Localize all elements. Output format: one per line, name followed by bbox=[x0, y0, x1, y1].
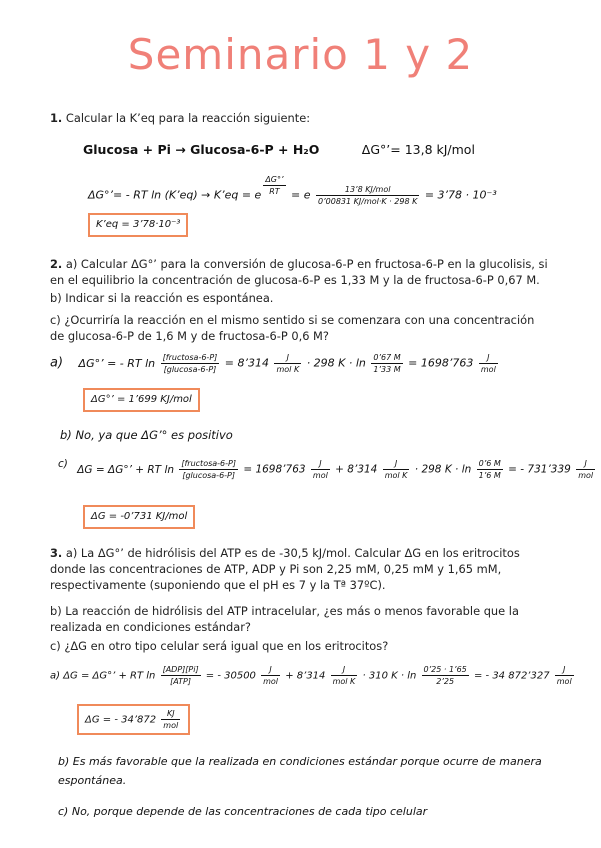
q2-a-label: a) bbox=[50, 355, 64, 371]
q2-c-u1-num: J bbox=[311, 458, 330, 470]
q2-c-answer-box: ΔG = -0’731 KJ/mol bbox=[83, 505, 195, 529]
q1-exp-den: RT bbox=[269, 187, 280, 196]
q1-work-mid: = e bbox=[291, 188, 311, 202]
q1-frac-den: 0’00831 KJ/mol·K · 298 K bbox=[318, 197, 418, 207]
q2-b-answer: b) No, ya que ΔG’° es positivo bbox=[60, 428, 233, 442]
q1-text: Calcular la K’eq para la reacción siguiente: bbox=[65, 111, 311, 125]
q2-c-res: = - 731’339 bbox=[508, 463, 571, 476]
q2-c-u2-num: J bbox=[383, 458, 410, 470]
q3-a-u1-num: J bbox=[261, 664, 280, 676]
q2-c-conc-den: 1’6 M bbox=[478, 471, 501, 480]
q3-a-u1-den: mol bbox=[263, 677, 279, 686]
q2-a-unit-num: J bbox=[274, 352, 301, 364]
q2-c-den: [glucosa-6-P] bbox=[182, 471, 235, 480]
q2-a-res: = 1698’763 bbox=[408, 356, 474, 370]
q3-a-mid: = - 30500 bbox=[205, 670, 256, 682]
q1-exp-num: ΔG°’ bbox=[265, 175, 284, 184]
q3-number: 3. bbox=[50, 546, 63, 560]
q2-a-mid2: · 298 K · ln bbox=[306, 356, 366, 370]
q2-c-res-unit-den: mol bbox=[578, 471, 594, 480]
q2-c-label: c) bbox=[58, 458, 68, 470]
q3-a-u2-num: J bbox=[331, 664, 358, 676]
q3-a-answer-lhs: ΔG = - 34’872 bbox=[85, 714, 157, 726]
q3-c-answer: c) No, porque depende de las concentraciones de cada tipo celular bbox=[58, 805, 428, 818]
q2-a-work bbox=[50, 352, 500, 375]
q2-statement-a bbox=[50, 256, 550, 288]
q3-statement-a bbox=[50, 545, 550, 593]
q2-c-num: [fructosa-6-P] bbox=[181, 459, 236, 468]
q2-c-work bbox=[58, 458, 597, 481]
q3-a-res-unit-den: mol bbox=[556, 677, 572, 686]
q1-work-result: = 3’78 · 10⁻³ bbox=[424, 188, 497, 202]
q2-c-conc-num: 0’6 M bbox=[478, 459, 501, 468]
q3-c-text: c) ¿ΔG en otro tipo celular será igual que en los eritrocitos? bbox=[50, 639, 389, 653]
q2-b-text: b) Indicar si la reacción es espontánea. bbox=[50, 291, 274, 305]
q3-a-mid2: + 8’314 bbox=[285, 670, 326, 682]
q2-a-res-unit-num: J bbox=[479, 352, 498, 364]
q3-a-den: [ATP] bbox=[170, 677, 191, 686]
q3-a-u2-den: mol K bbox=[332, 677, 356, 686]
q3-a-work bbox=[50, 664, 576, 687]
q1-statement bbox=[50, 110, 550, 126]
q2-a-conc-num: 0’67 M bbox=[373, 353, 401, 362]
q2-a-mid: = 8’314 bbox=[224, 356, 269, 370]
q3-a-res: = - 34 872’327 bbox=[473, 670, 550, 682]
q2-a-text: a) Calcular ΔG°’ para la conversión de glucosa-6-P en fructosa-6-P en la glucolisis, si en el equilibrio la concentración de glucosa-6-P es 1,33 M y la de fructosa-6-P 0,67 M. bbox=[50, 257, 548, 287]
q3-b-answer: b) Es más favorable que la realizada en condiciones estándar porque ocurre de manera espontánea. bbox=[58, 755, 542, 787]
q1-answer-box: K’eq = 3’78·10⁻³ bbox=[88, 213, 188, 237]
q1-work bbox=[88, 174, 497, 207]
q1-work-lhs: ΔG°’= - RT ln (K’eq) → K’eq = e bbox=[88, 188, 262, 202]
q2-c-lhs: ΔG = ΔG°’ + RT ln bbox=[77, 463, 175, 476]
page-title: Seminario 1 y 2 bbox=[127, 30, 474, 79]
q3-a-answer-box bbox=[77, 704, 190, 735]
q2-number: 2. bbox=[50, 257, 63, 271]
q2-a-lhs: ΔG°’ = - RT ln bbox=[78, 356, 156, 370]
q2-c-mid: = 1698’763 bbox=[243, 463, 306, 476]
q2-a-unit-den: mol K bbox=[276, 365, 300, 374]
q2-c-mid3: · 298 K · ln bbox=[414, 463, 472, 476]
q2-a-num: [fructosa-6-P] bbox=[162, 353, 218, 362]
q2-c-u2-den: mol K bbox=[384, 471, 408, 480]
q3-a-num: [ADP][Pi] bbox=[162, 665, 199, 674]
q2-c-mid2: + 8’314 bbox=[335, 463, 378, 476]
q3-a-res-unit-num: J bbox=[555, 664, 574, 676]
q3-a-conc-den: 2’25 bbox=[436, 677, 455, 686]
q3-a-conc-num: 0’25 · 1’65 bbox=[423, 665, 467, 674]
q3-b-text: b) La reacción de hidrólisis del ATP intracelular, ¿es más o menos favorable que la realizada en condiciones estándar? bbox=[50, 604, 519, 634]
q3-a-text: a) La ΔG°’ de hidrólisis del ATP es de -30,5 kJ/mol. Calcular ΔG en los eritrocitos donde las concentraciones de ATP, ADP y Pi son 2,25 mM, 0,25 mM y 1,65 mM, respectivamente (suponiendo que el pH es 7 y la Tª 37ºC). bbox=[50, 546, 520, 592]
q3-a-answer-unit-den: mol bbox=[163, 721, 179, 730]
q2-a-conc-den: 1’33 M bbox=[373, 365, 401, 374]
q2-c-text: c) ¿Ocurriría la reacción en el mismo sentido si se comenzara con una concentración de glucosa-6-P de 1,6 M y de fructosa-6-P 0,6 M? bbox=[50, 313, 535, 343]
q1-number: 1. bbox=[50, 111, 63, 125]
q3-a-mid3: · 310 K · ln bbox=[362, 670, 417, 682]
q2-a-res-unit-den: mol bbox=[480, 365, 496, 374]
q1-frac-num: 13’8 KJ/mol bbox=[316, 184, 419, 196]
q1-reaction-line bbox=[83, 142, 475, 157]
q1-reaction: Glucosa + Pi → Glucosa-6-P + H₂O bbox=[83, 142, 320, 157]
q2-c-u1-den: mol bbox=[312, 471, 328, 480]
q3-a-lhs: a) ΔG = ΔG°’ + RT ln bbox=[50, 670, 156, 682]
q2-c-res-unit-num: J bbox=[576, 458, 595, 470]
q1-dg: ΔG°’= 13,8 kJ/mol bbox=[361, 142, 475, 157]
q3-a-answer-unit-num: KJ bbox=[161, 708, 180, 720]
q2-a-den: [glucosa-6-P] bbox=[163, 365, 217, 374]
q2-a-answer-box: ΔG°’ = 1’699 KJ/mol bbox=[83, 388, 200, 412]
